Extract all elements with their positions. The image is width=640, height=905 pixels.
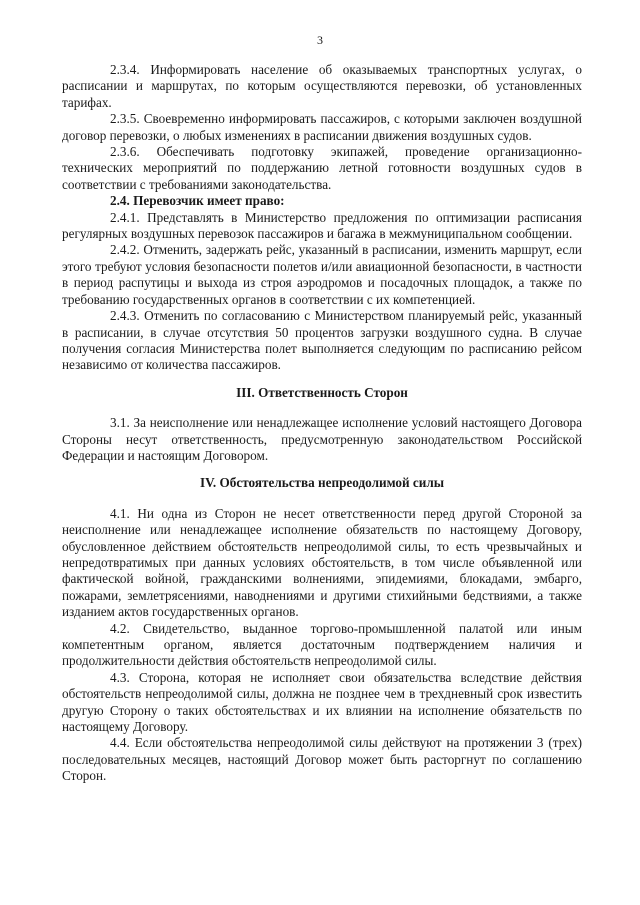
document-body <box>62 62 582 785</box>
clause-2-4-2: 2.4.2. Отменить, задержать рейс, указанный в расписании, изменить маршрут, если этого требуют условия безопасности полетов и/или авиационной безопасности, в частности в период распутицы и выхода из строя аэродромов и посадочных площадок, а также по требованию государственных органов в соответствии с их компетенцией. <box>62 242 582 307</box>
clause-2-3-5: 2.3.5. Своевременно информировать пассажиров, с которыми заключен воздушной договор перевозки, о любых изменениях в расписании движения воздушных судов. <box>62 111 582 143</box>
clause-3-1: 3.1. За неисполнение или ненадлежащее исполнение условий настоящего Договора Стороны несут ответственность, предусмотренную законодательством Российской Федерации и настоящим Договором. <box>62 415 582 463</box>
page-number: 3 <box>317 33 323 47</box>
clause-2-4-1: 2.4.1. Представлять в Министерство предложения по оптимизации расписания регулярных воздушных перевозок пассажиров и багажа в межмуниципальном сообщении. <box>62 209 582 242</box>
clause-2-3-4: 2.3.4. Информировать население об оказываемых транспортных услугах, о расписании и маршрутах, по которым осуществляются перевозки, об установленных тарифах. <box>62 62 582 110</box>
section-3-heading: III. Ответственность Сторон <box>236 384 408 400</box>
clause-4-1: 4.1. Ни одна из Сторон не несет ответственности перед другой Стороной за неисполнение или ненадлежащее исполнение обязательств по настоящему Договору, обусловленное действием обстоятельств непреодолимой силы, то есть чрезвычайных и непредотвратимых при данных условиях обстоятельств, в том числе объявленной или фактической войной, гражданскими волнениями, эпидемиями, блокадами, эмбарго, пожарами, землетрясениями, наводнениями и другими стихийными бедствиями, а также изданием актов государственных органов. <box>62 505 582 620</box>
clause-4-2: 4.2. Свидетельство, выданное торгово-промышленной палатой или иным компетентным органом, является достаточным подтверждением наличия и продолжительности действия обстоятельств непреодолимой силы. <box>62 620 582 669</box>
section-4-heading: IV. Обстоятельства непреодолимой силы <box>199 475 445 491</box>
clause-4-4: 4.4. Если обстоятельства непреодолимой силы действуют на протяжении 3 (трех) последовательных месяцев, настоящий Договор может быть расторгнут по соглашению Сторон. <box>62 735 582 784</box>
clause-2-3-6: 2.3.6. Обеспечивать подготовку экипажей, проведение организационно-технических мероприятий по поддержанию летной готовности воздушных судов в соответствии с требованиями законодательства. <box>62 144 582 192</box>
clause-4-3: 4.3. Сторона, которая не исполняет свои обязательства вследствие действия обстоятельств непреодолимой силы, должна не позднее чем в трехдневный срок известить другую Сторону о таких обстоятельствах и их влиянии на исполнение обязательств по настоящему Договору. <box>62 669 582 735</box>
clause-2-4-3: 2.4.3. Отменить по согласованию с Министерством планируемый рейс, указанный в расписании, в случае отсутствия 50 процентов загрузки воздушного судна. В случае получения согласия Министерства полет выполняется следующим по расписанию рейсом независимо от количества пассажиров. <box>62 308 582 373</box>
subsection-2-4-title: 2.4. Перевозчик имеет право: <box>110 193 285 209</box>
